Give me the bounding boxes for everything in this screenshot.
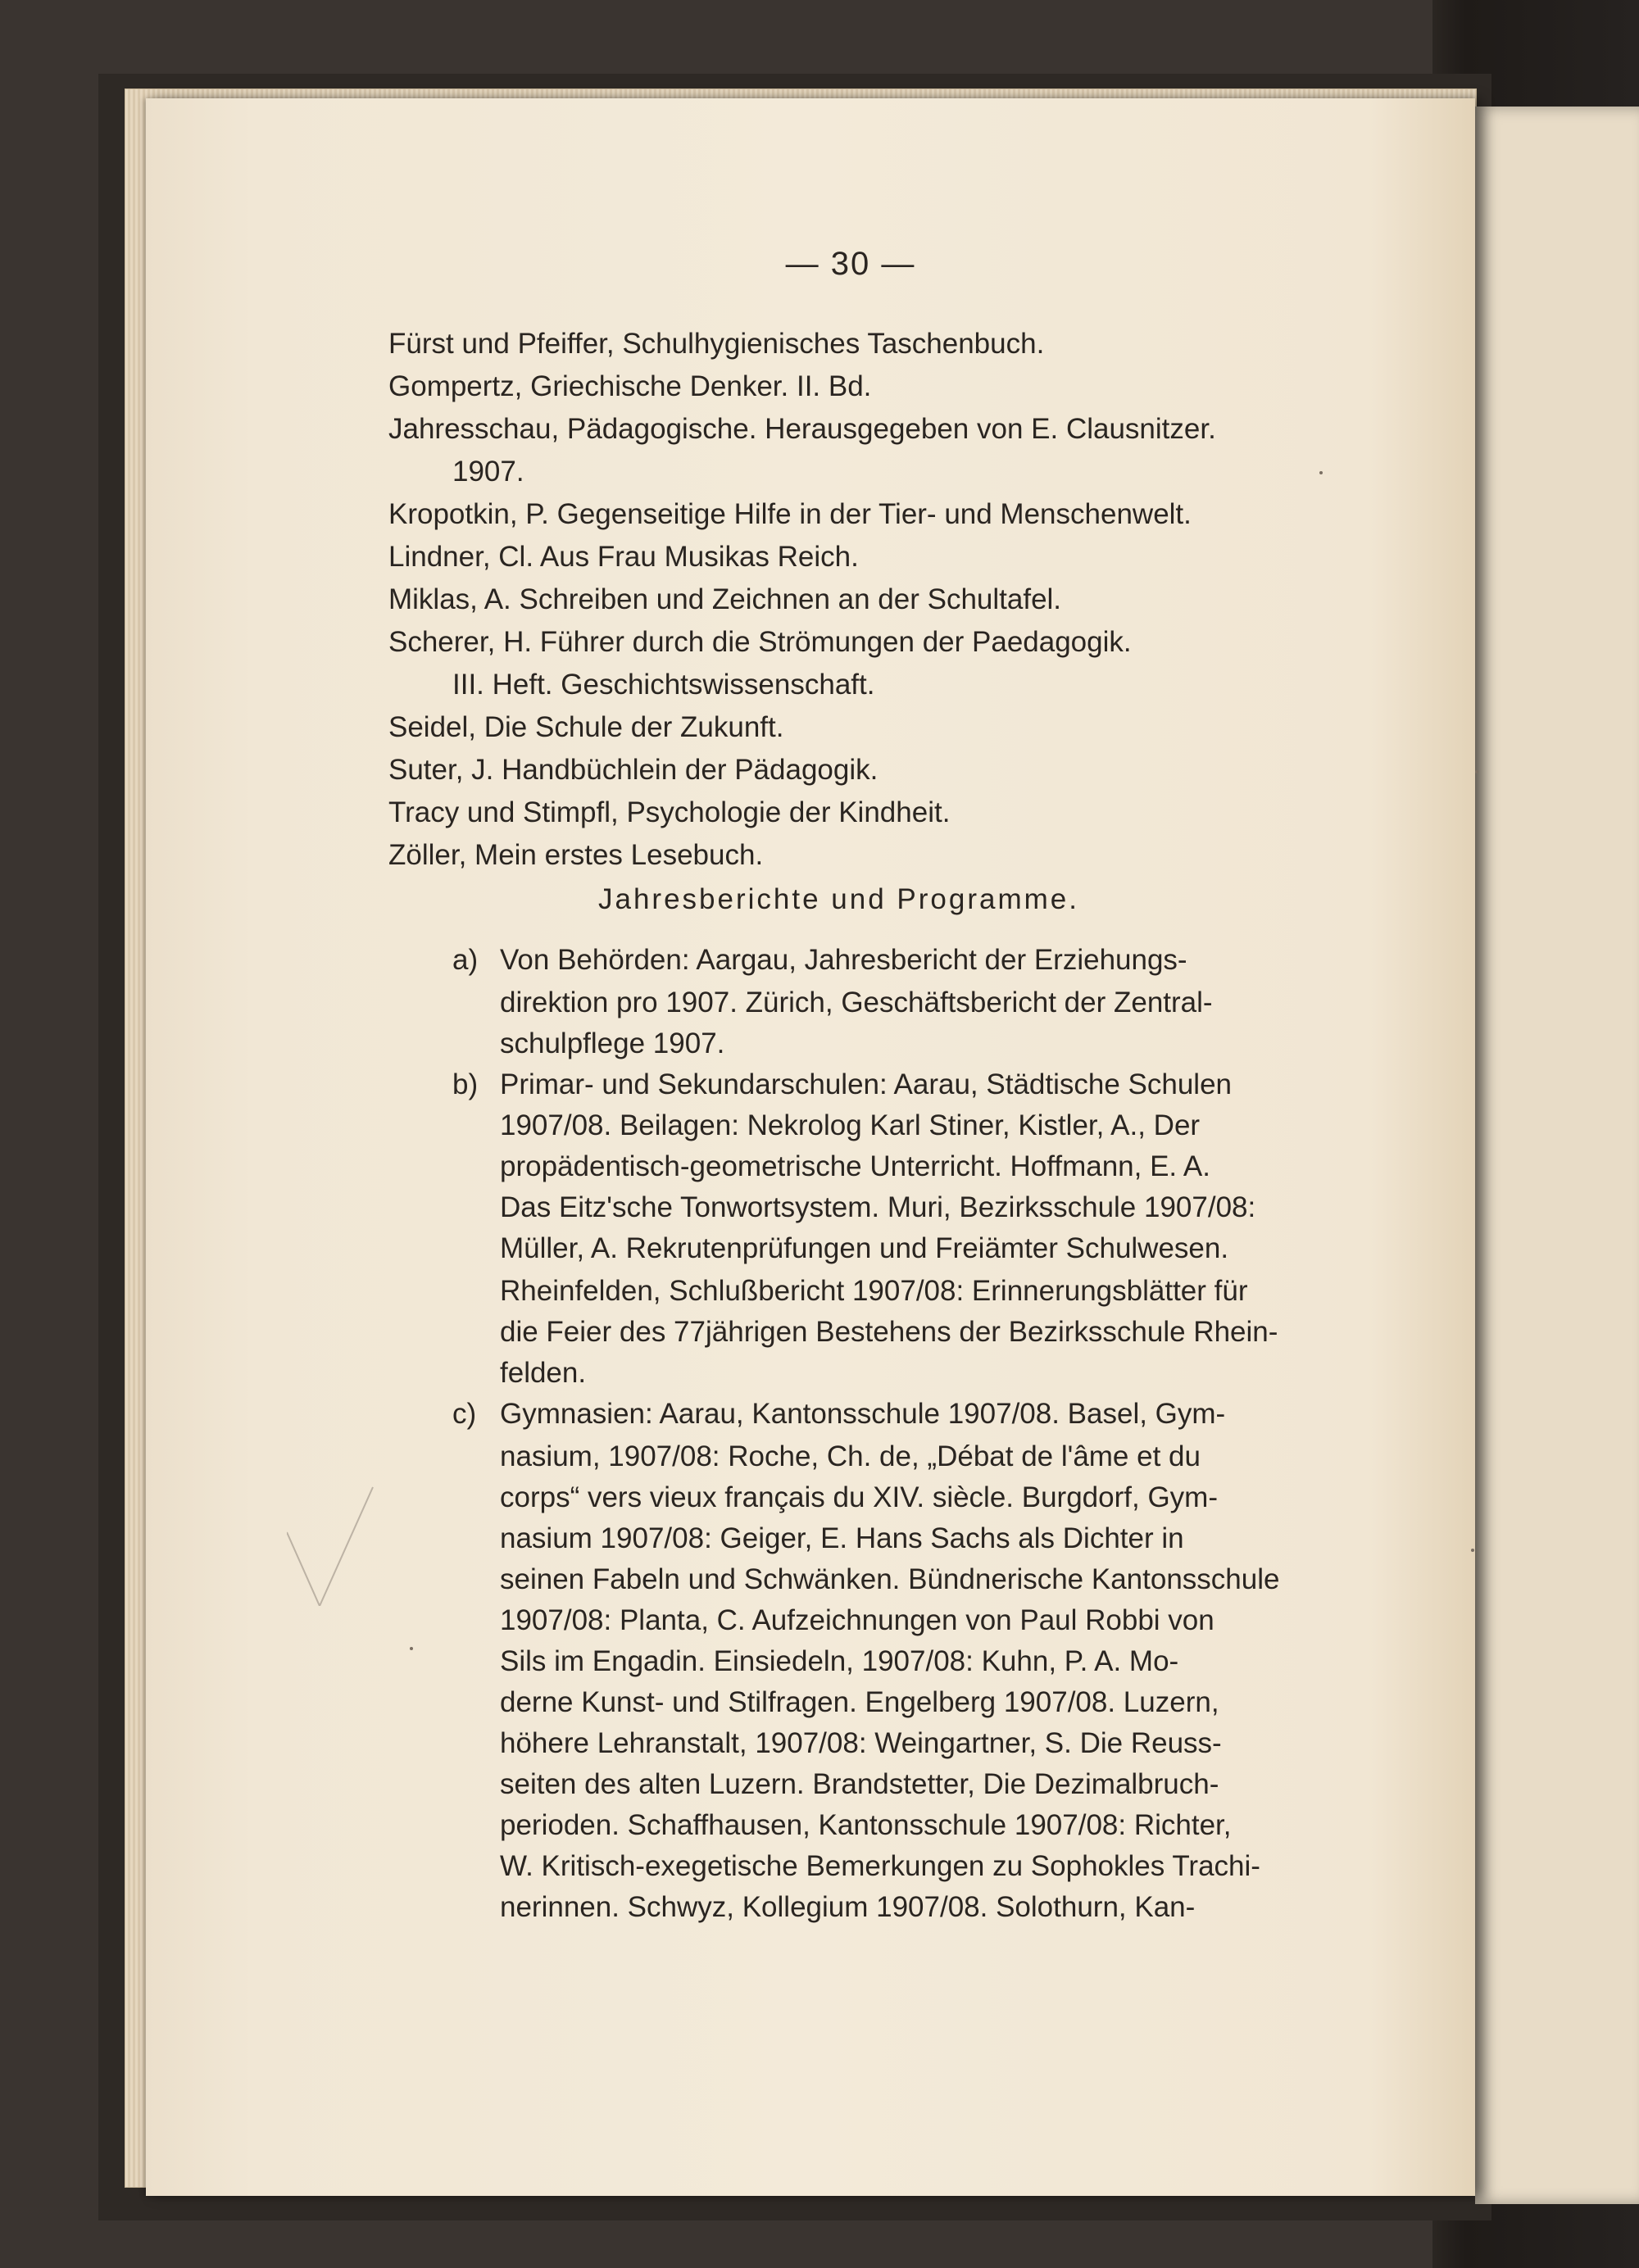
section-line: seiten des alten Luzern. Brandstetter, Die Dezimalbruch- xyxy=(500,1768,1219,1800)
pencil-mark xyxy=(287,1483,377,1606)
reference-entry: Kropotkin, P. Gegenseitige Hilfe in der Tier- und Menschenwelt. xyxy=(388,498,1192,530)
section-line: Von Behörden: Aargau, Jahresbericht der Erziehungs- xyxy=(500,944,1187,976)
section-line: W. Kritisch-exegetische Bemerkungen zu Sophokles Trachi- xyxy=(500,1850,1260,1882)
section-line: höhere Lehranstalt, 1907/08: Weingartner, S. Die Reuss- xyxy=(500,1727,1222,1759)
section-line: Das Eitz'sche Tonwortsystem. Muri, Bezirksschule 1907/08: xyxy=(500,1191,1256,1223)
section-line: perioden. Schaffhausen, Kantonsschule 1907/08: Richter, xyxy=(500,1809,1232,1841)
section-heading: Jahresberichte und Programme. xyxy=(598,883,1079,915)
reference-entry: Lindner, Cl. Aus Frau Musikas Reich. xyxy=(388,541,859,573)
reference-entry: Seidel, Die Schule der Zukunft. xyxy=(388,711,784,743)
section-line: felden. xyxy=(500,1357,587,1389)
reference-entry: Zöller, Mein erstes Lesebuch. xyxy=(388,839,764,871)
reference-entry: Gompertz, Griechische Denker. II. Bd. xyxy=(388,370,872,402)
section-line: schulpflege 1907. xyxy=(500,1027,725,1059)
section-label: a) xyxy=(452,944,479,976)
reference-entry-continuation: 1907. xyxy=(452,456,524,488)
section-line: corps“ vers vieux français du XIV. siècle. Burgdorf, Gym- xyxy=(500,1481,1218,1513)
section-line: nerinnen. Schwyz, Kollegium 1907/08. Solothurn, Kan- xyxy=(500,1891,1196,1923)
paper-speck xyxy=(410,1647,413,1650)
reference-entry: Suter, J. Handbüchlein der Pädagogik. xyxy=(388,754,879,786)
section-line: seinen Fabeln und Schwänken. Bündnerische Kantonsschule xyxy=(500,1563,1280,1595)
section-line: die Feier des 77jährigen Bestehens der Bezirksschule Rhein- xyxy=(500,1316,1278,1348)
reference-entry: Fürst und Pfeiffer, Schulhygienisches Taschenbuch. xyxy=(388,328,1045,360)
section-line: Gymnasien: Aarau, Kantonsschule 1907/08. Basel, Gym- xyxy=(500,1398,1226,1430)
section-line: 1907/08: Planta, C. Aufzeichnungen von Paul Robbi von xyxy=(500,1604,1214,1636)
reference-entry: Miklas, A. Schreiben und Zeichnen an der Schultafel. xyxy=(388,583,1062,615)
section-label: b) xyxy=(452,1068,479,1100)
section-line: Primar- und Sekundarschulen: Aarau, Städtische Schulen xyxy=(500,1068,1233,1100)
section-line: nasium, 1907/08: Roche, Ch. de, „Débat de l'âme et du xyxy=(500,1440,1201,1472)
section-line: derne Kunst- und Stilfragen. Engelberg 1907/08. Luzern, xyxy=(500,1686,1219,1718)
reference-entry-continuation: III. Heft. Geschichtswissenschaft. xyxy=(452,669,875,701)
reference-entry: Scherer, H. Führer durch die Strömungen der Paedagogik. xyxy=(388,626,1132,658)
reference-entry: Jahresschau, Pädagogische. Herausgegeben von E. Clausnitzer. xyxy=(388,413,1216,445)
facing-page-edge xyxy=(1475,107,1639,2204)
section-line: Rheinfelden, Schlußbericht 1907/08: Erinnerungsblätter für xyxy=(500,1275,1248,1307)
section-label: c) xyxy=(452,1398,477,1430)
section-line: Müller, A. Rekrutenprüfungen und Freiämter Schulwesen. xyxy=(500,1232,1229,1264)
section-line: direktion pro 1907. Zürich, Geschäftsbericht der Zentral- xyxy=(500,987,1213,1018)
paper-speck xyxy=(1475,770,1478,773)
page-number: — 30 — xyxy=(785,246,916,282)
paper-speck xyxy=(1319,471,1323,474)
reference-entry: Tracy und Stimpfl, Psychologie der Kindheit. xyxy=(388,796,951,828)
section-line: Sils im Engadin. Einsiedeln, 1907/08: Kuhn, P. A. Mo- xyxy=(500,1645,1179,1677)
paper-speck xyxy=(1471,1549,1474,1552)
section-line: nasium 1907/08: Geiger, E. Hans Sachs als Dichter in xyxy=(500,1522,1184,1554)
section-line: 1907/08. Beilagen: Nekrolog Karl Stiner, Kistler, A., Der xyxy=(500,1109,1201,1141)
section-line: propädentisch-geometrische Unterricht. Hoffmann, E. A. xyxy=(500,1150,1211,1182)
